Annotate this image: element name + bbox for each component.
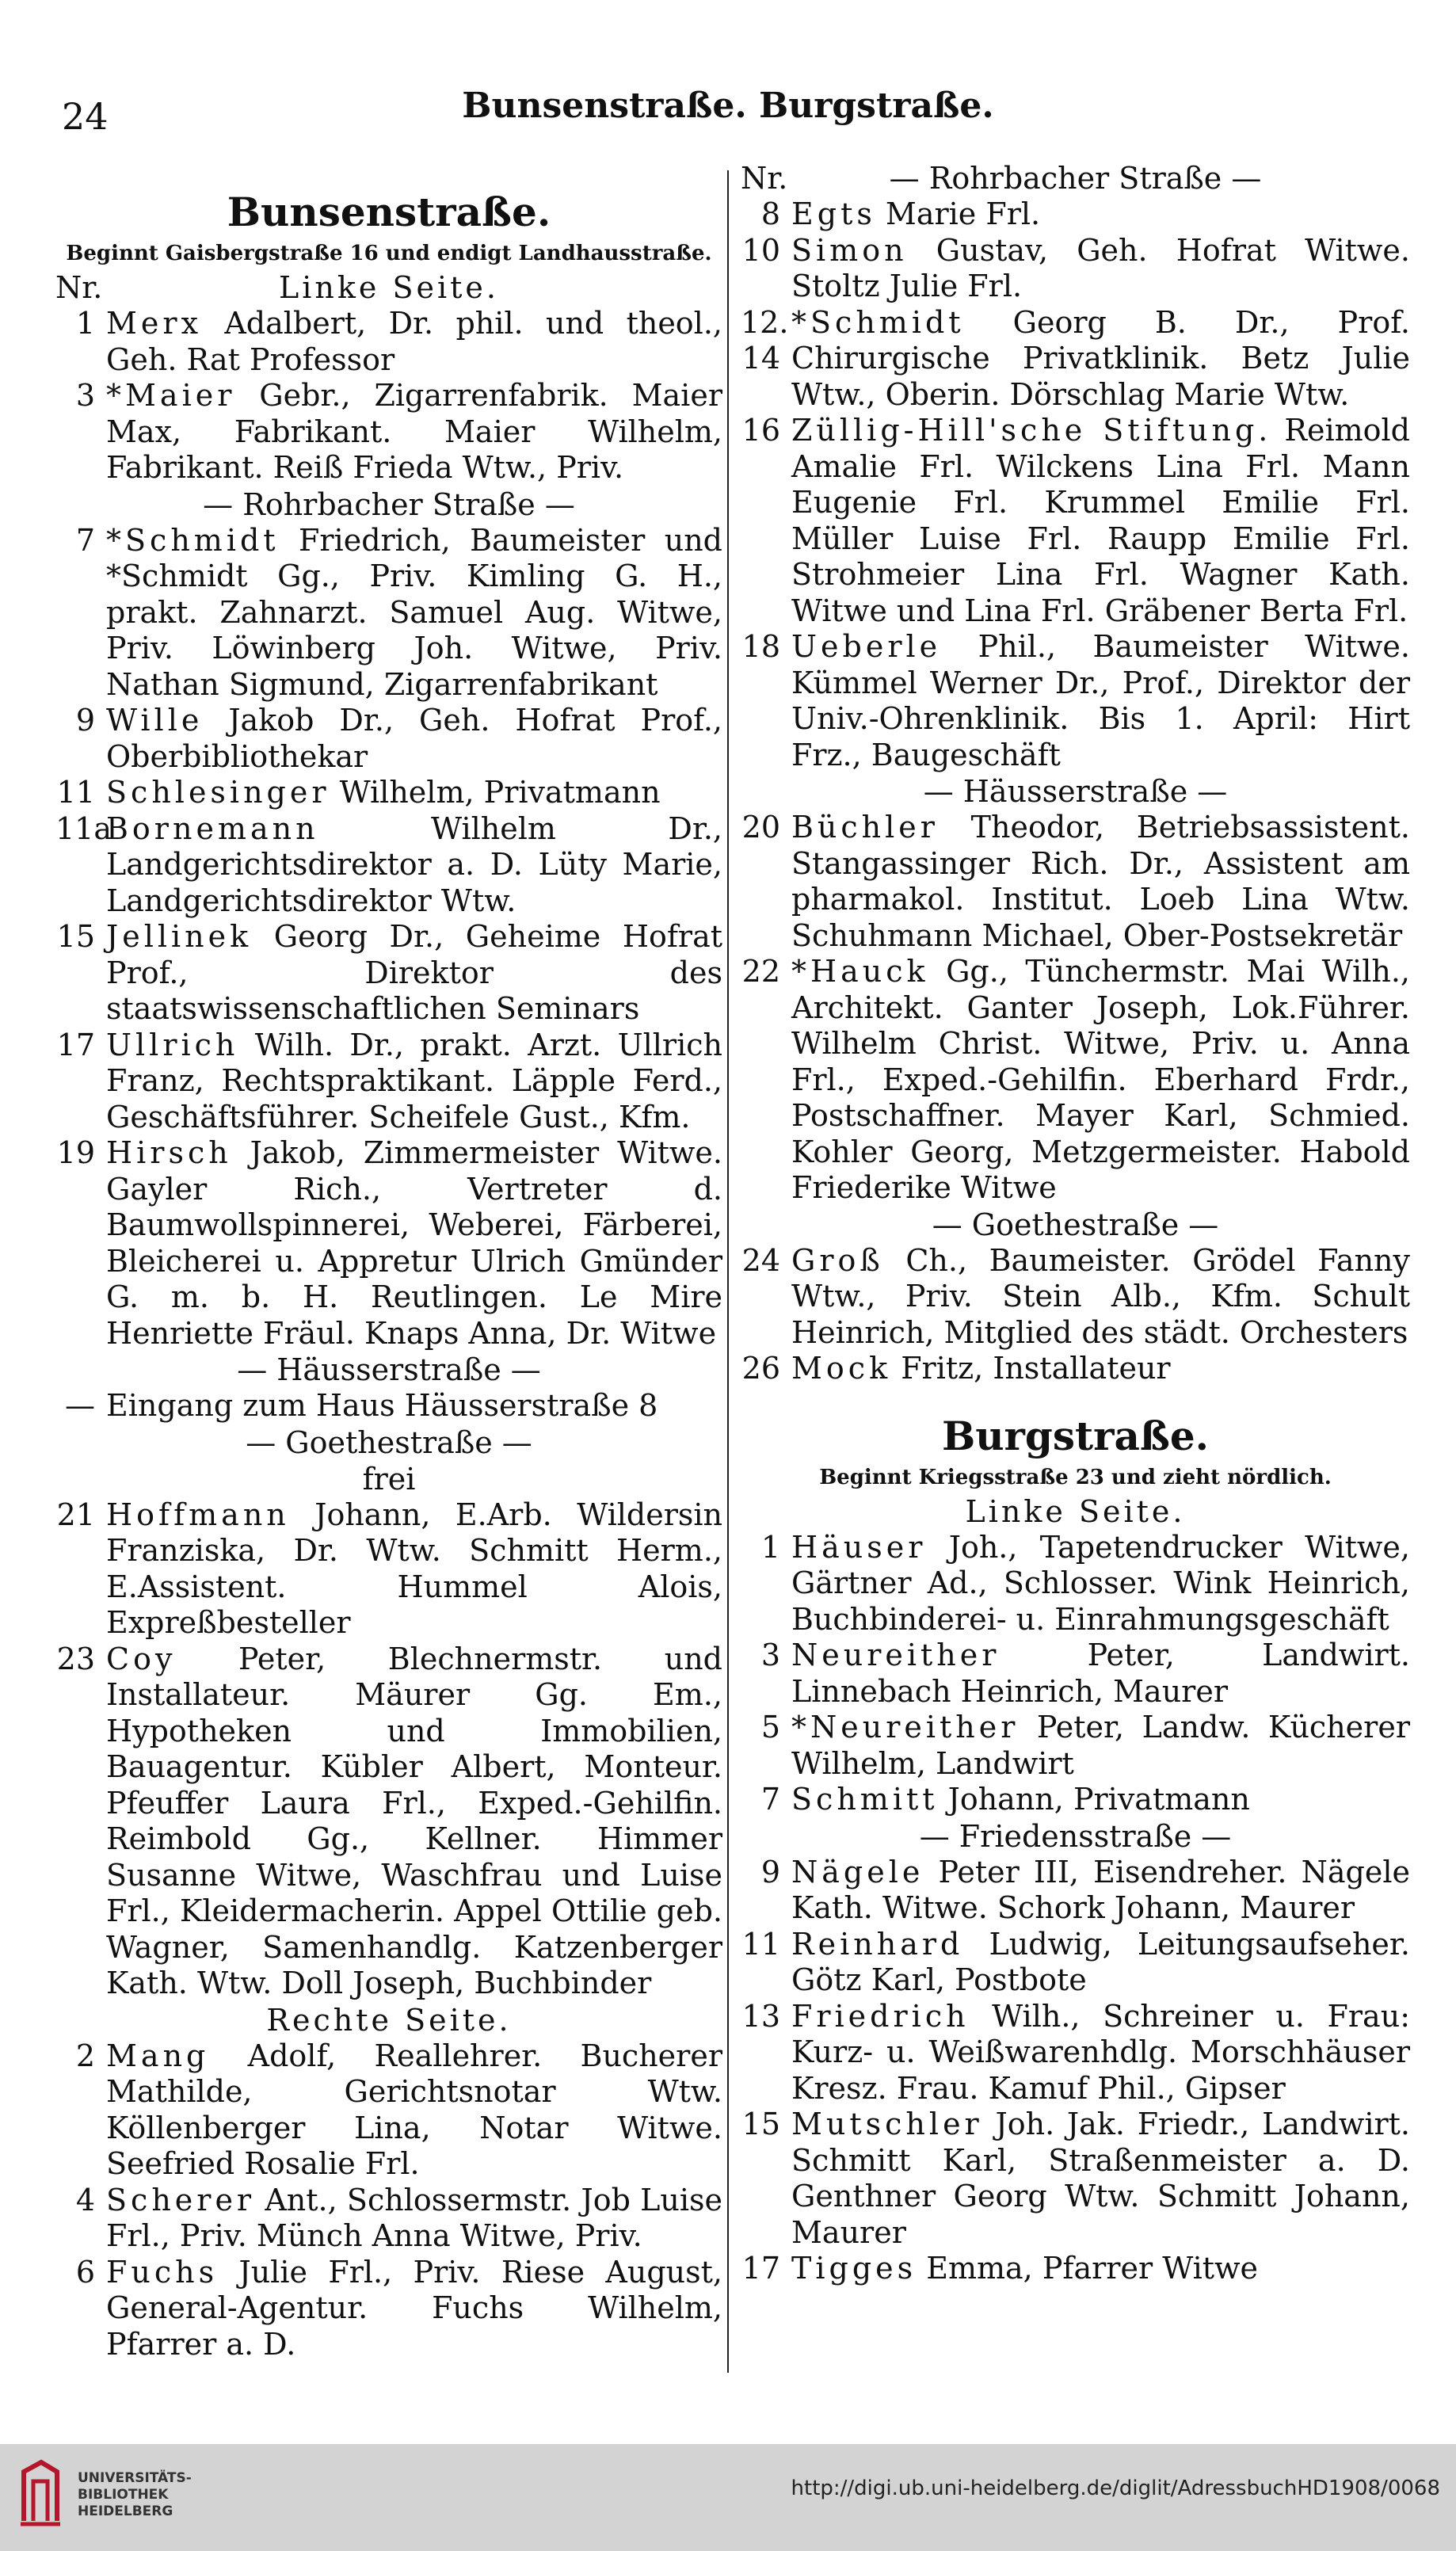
library-name-line: UNIVERSITÄTS- [78,2470,192,2486]
address-entry [55,2255,722,2363]
resident-details: Peter, Landw. Kücherer Wilhelm, Landwirt [791,1710,1410,1781]
address-entry [55,775,722,811]
cross-street-rohrbacher: — Rohrbacher Straße — [203,486,575,522]
resident-text [106,523,722,704]
resident-details: Wilh. Dr., prakt. Arzt. Ullrich Franz, Rechtspraktikant. Läpple Ferd., Geschäftsführer. Scheifele Gust., Kfm. [106,1027,722,1134]
address-entry [741,1638,1410,1710]
address-entry [55,2183,722,2255]
address-entry [741,2251,1410,2287]
running-head: Bunsenstraße. Burgstraße. [462,86,994,126]
resident-name: *Schmidt [791,304,965,340]
resident-name: *Schmidt [106,522,280,558]
resident-name: *Maier [106,378,236,413]
house-number: 3 [75,378,95,413]
resident-name: Merx [106,306,202,341]
resident-text [106,2183,722,2255]
house-number: 20 [741,810,780,845]
resident-text [791,233,1410,305]
resident-name: Mang [106,2038,210,2073]
resident-name: Schmitt [791,1782,939,1817]
resident-text [106,1497,722,1642]
street-description: Beginnt Kriegsstraße 23 und zieht nördlich. [819,1465,1332,1489]
resident-text [106,2038,722,2183]
house-number: 6 [75,2254,95,2290]
house-number: 17 [56,1027,95,1062]
cross-street-rohrbacher: — Rohrbacher Straße — [889,161,1262,196]
right-column [741,158,1410,2287]
resident-name: Coy [106,1641,177,1676]
column-divider [727,170,729,2373]
house-number: 11 [741,1926,780,1962]
resident-text [791,1638,1410,1710]
resident-details: Ludwig, Leitungsaufseher. Götz Karl, Postbote [791,1926,1410,1997]
resident-text [791,954,1410,1207]
resident-name: Büchler [791,810,939,845]
address-entry [55,523,722,704]
left-column [55,158,722,2362]
address-entry [741,810,1410,954]
section-head-row [741,160,1410,196]
resident-details: Wilhelm, Privatmann [330,775,661,810]
resident-text [791,810,1410,954]
entry-list [741,1243,1410,1387]
resident-text [106,703,722,775]
cross-street-haeusser: — Häusserstraße — [923,774,1228,809]
house-number: 23 [56,1641,95,1676]
resident-details: Fritz, Installateur [891,1351,1171,1386]
resident-details: Marie Frl. [875,196,1041,231]
address-entry [55,1497,722,1642]
house-number: 26 [741,1351,780,1386]
resident-text [791,2107,1410,2251]
resident-text [106,919,722,1028]
resident-details: Jakob Dr., Geh. Hofrat Prof., Oberbibliothekar [106,703,722,774]
cross-street-goethe: — Goethestraße — [932,1207,1219,1242]
resident-name: Mutschler [791,2107,983,2141]
address-entry [55,1135,722,1352]
resident-name: Ullrich [106,1027,239,1062]
resident-name: Wille [106,703,204,738]
resident-details: Phil., Baumeister Witwe. Kümmel Werner Dr., Prof., Direktor der Univ.-Ohrenklinik. Bis 1. April: Hirt Frz., Baugeschäft [791,629,1410,772]
resident-text [791,1351,1410,1387]
house-number: 15 [741,2107,780,2141]
entry-list [55,2038,722,2363]
address-entry [741,954,1410,1207]
library-name-line: BIBLIOTHEK [78,2487,169,2503]
resident-details: Friedrich, Baumeister und *Schmidt Gg., Priv. Kimling G. H., prakt. Zahnarzt. Samuel Aug. Witwe, Priv. Löwinberg Joh. Witwe, Priv. Nathan Sigmund, Zigarrenfabrikant [106,522,722,702]
house-number: 12. 14 [741,304,789,376]
resident-details: Johann, E.Arb. Wildersin Franziska, Dr. Wtw. Schmitt Herm., E.Assistent. Hummel Alois, Expreßbesteller [106,1497,722,1640]
house-number: 17 [741,2251,780,2286]
address-entry [741,2107,1410,2251]
address-entry [55,919,722,1028]
resident-text [791,1855,1410,1927]
vacant-lot: frei [362,1461,416,1497]
resident-name: Groß [791,1242,884,1278]
entry-list [55,1497,722,2002]
house-number: 15 [56,919,95,954]
resident-text [791,2251,1410,2287]
entrance-note [55,1388,722,1424]
address-entry [741,196,1410,233]
address-entry [55,1642,722,2002]
resident-name: Bornemann [106,810,319,846]
resident-details: Gebr., Zigarrenfabrik. Maier Max, Fabrikant. Maier Wilhelm, Fabrikant. Reiß Frieda Wtw., Priv. [106,378,722,485]
house-number: 1 [75,306,95,341]
address-entry [55,378,722,486]
entry-list [741,810,1410,1207]
address-entry [741,1530,1410,1638]
resident-name: Häuser [791,1529,927,1565]
street-description: Beginnt Gaisbergstraße 16 und endigt Landhausstraße. [66,242,712,265]
address-entry [741,1243,1410,1352]
entry-list [55,306,722,486]
resident-details: Wilh., Schreiner u. Frau: Kurz- u. Weißwarenhdlg. Morschhäuser Kresz. Frau. Kamuf Phil., Gipser [791,1998,1410,2106]
resident-details: Jakob, Zimmermeister Witwe. Gayler Rich., Vertreter d. Baumwollspinnerei, Weberei, Färberei, Bleicherei u. Appretur Ulrich Gmünder G. m. b. H. Reutlingen. Le Mire Henriette Fräul. Knaps Anna, Dr. Witwe [106,1135,722,1351]
address-entry [741,1710,1410,1782]
house-number: 10 [741,232,780,268]
resident-name: Mock [791,1351,892,1386]
side-heading-linke-seite: Linke Seite. [279,270,499,305]
resident-name: Friedrich [791,1998,970,2034]
resident-name: Jellinek [106,919,253,954]
resident-details: Adolf, Reallehrer. Bucherer Mathilde, Gerichtsnotar Wtw. Köllenberger Lina, Notar Witwe. Seefried Rosalie Frl. [106,2038,722,2181]
resident-details: Peter, Blechnermstr. und Installateur. Mäurer Gg. Em., Hypotheken und Immobilien, Bauagentur. Kübler Albert, Monteur. Pfeuffer Laura Frl., Exped.-Gehilfin. Reimbold Gg., Kellner. Himmer Susanne Witwe, Waschfrau und Luise Frl., Kleidermacherin. Appel Ottilie geb. Wagner, Samenhandlg. Katzenberger Kath. Wtw. Doll Joseph, Buchbinder [106,1641,722,2000]
resident-text [106,775,722,811]
resident-text [106,1135,722,1352]
resident-details: Theodor, Betriebsassistent. Stangassinger Rich. Dr., Assistent am pharmakol. Institut. Loeb Lina Wtw. Schuhmann Michael, Ober-Postsekretär [791,810,1410,953]
resident-details: Reimold Amalie Frl. Wilckens Lina Frl. Mann Eugenie Frl. Krummel Emilie Frl. Müller Luise Frl. Raupp Emilie Frl. Strohmeier Lina Frl. Wagner Kath. Witwe und Lina Frl. Gräbener Berta Frl. [791,413,1410,628]
house-number: 7 [75,522,95,558]
library-name [78,2470,192,2520]
entry-text: Eingang zum Haus Häusserstraße 8 [106,1388,658,1423]
address-entry [741,629,1410,773]
resident-text [106,378,722,486]
house-number: 19 [56,1135,95,1170]
resident-name: Schlesinger [106,775,330,810]
resident-details: Ant., Schlossermstr. Job Luise Frl., Priv. Münch Anna Witwe, Priv. [106,2182,722,2253]
address-entry [741,305,1410,414]
address-entry [741,1999,1410,2107]
house-number: 24 [741,1242,780,1278]
resident-text [791,413,1410,629]
cross-street-haeusser: — Häusserstraße — [237,1352,541,1387]
resident-details: Wilhelm Dr., Landgerichtsdirektor a. D. Lüty Marie, Landgerichtsdirektor Wtw. [106,810,722,918]
side-heading-linke-seite: Linke Seite. [965,1493,1186,1529]
resident-name: Egts [791,196,876,231]
resident-text [106,811,722,920]
house-number: 7 [760,1782,780,1817]
entry-list [55,523,722,1352]
house-number: 21 [56,1497,95,1532]
nr-column-label: Nr. [55,270,103,305]
resident-text [791,196,1410,233]
address-entry [741,413,1410,629]
resident-text [106,1028,722,1136]
resident-name: Ueberle [791,629,942,664]
address-entry [55,811,722,920]
library-name-line: HEIDELBERG [78,2503,173,2519]
entry-list [741,1530,1410,1818]
side-heading-rechte-seite: Rechte Seite. [266,2002,512,2038]
resident-details: Julie Frl., Priv. Riese August, General-Agentur. Fuchs Wilhelm, Pfarrer a. D. [106,2254,722,2362]
house-number: 18 [741,629,780,664]
resident-name: Neureither [791,1638,1001,1672]
resident-details: Peter III, Eisendreher. Nägele Kath. Witwe. Schork Johann, Maurer [791,1854,1410,1925]
resident-text [791,1999,1410,2107]
library-logo-icon [17,2458,63,2529]
resident-details: Joh., Tapetendrucker Witwe, Gärtner Ad., Schlosser. Wink Heinrich, Buchbinderei- u. Einrahmungsgeschäft [791,1529,1410,1637]
cross-street-friedens: — Friedensstraße — [919,1818,1232,1854]
resident-details: Peter, Landwirt. Linnebach Heinrich, Maurer [791,1638,1410,1709]
resident-text [791,1530,1410,1638]
house-number: 22 [741,954,780,989]
house-number: 16 [741,413,780,448]
resident-text [106,2255,722,2363]
resident-name: Nägele [791,1854,924,1889]
source-url-link[interactable]: http://digi.ub.uni-heidelberg.de/diglit/AdressbuchHD1908/0068 [791,2477,1440,2500]
resident-text [791,305,1410,414]
street-title-bunsenstrasse: Bunsenstraße. [227,189,551,235]
house-number: 13 [741,1998,780,2034]
cross-street-goethe: — Goethestraße — [246,1424,532,1460]
resident-name: Hoffmann [106,1497,290,1532]
resident-details: Johann, Privatmann [938,1782,1250,1817]
house-number: 9 [75,703,95,738]
house-number: 3 [760,1638,780,1672]
entry-list [741,196,1410,773]
address-entry [55,306,722,378]
house-number: 2 [75,2038,95,2073]
resident-text [791,1710,1410,1782]
resident-name: Scherer [106,2182,256,2217]
address-entry [741,1927,1410,1999]
address-entry [741,1855,1410,1927]
resident-text [106,1642,722,2002]
house-number: 8 [760,196,780,231]
resident-name: Züllig-Hill'sche Stiftung. [791,413,1272,448]
resident-details: Joh. Jak. Friedr., Landwirt. Schmitt Karl, Straßenmeister a. D. Genthner Georg Wtw. Schmitt Johann, Maurer [791,2107,1410,2250]
page-number: 24 [62,95,109,138]
resident-name: Hirsch [106,1135,232,1170]
entry-list [741,1855,1410,2287]
resident-details: Ch., Baumeister. Grödel Fanny Wtw., Priv. Stein Alb., Kfm. Schult Heinrich, Mitglied des städt. Orchesters [791,1242,1410,1350]
house-number: 11 [56,775,95,810]
address-entry [55,1028,722,1136]
resident-name: Reinhard [791,1926,964,1962]
section-head-row [55,269,722,306]
resident-name: Simon [791,232,908,268]
resident-details: Georg Dr., Geheime Hofrat Prof., Direktor des staatswissenschaftlichen Seminars [106,919,722,1026]
resident-text [106,306,722,378]
address-entry [55,2038,722,2183]
house-number: 9 [760,1854,780,1889]
resident-details: Emma, Pfarrer Witwe [917,2251,1259,2286]
resident-text [791,629,1410,773]
address-entry [741,1782,1410,1818]
resident-details: Gg., Tünchermstr. Mai Wilh., Architekt. Ganter Joseph, Lok.Führer. Wilhelm Christ. Witwe, Priv. u. Anna Frl., Exped.-Gehilfin. Eberhard Frdr., Postschaffner. Mayer Karl, Schmied. Kohler Georg, Metzgermeister. Habold Friederike Witwe [791,954,1410,1205]
house-number: 5 [760,1710,780,1745]
resident-name: *Hauck [791,954,929,989]
address-entry [55,703,722,775]
house-number: 4 [75,2182,95,2217]
house-number: 11a [55,810,112,846]
resident-name: Fuchs [106,2254,219,2290]
street-title-burgstrasse: Burgstraße. [941,1412,1210,1459]
resident-text [791,1243,1410,1352]
address-entry [741,233,1410,305]
resident-text [791,1782,1410,1818]
resident-details: Gustav, Geh. Hofrat Witwe. Stoltz Julie Frl. [791,232,1410,303]
address-entry [741,1351,1410,1387]
resident-name: Tigges [791,2251,917,2286]
resident-details: Georg B. Dr., Prof. Chirurgische Privatklinik. Betz Julie Wtw., Oberin. Dörschlag Marie Wtw. [791,304,1410,412]
entry-number: — [65,1388,95,1423]
resident-details: Adalbert, Dr. phil. und theol., Geh. Rat Professor [106,306,722,377]
nr-column-label: Nr. [741,161,788,196]
resident-name: *Neureither [791,1710,1020,1745]
house-number: 1 [760,1529,780,1565]
resident-text [791,1927,1410,1999]
